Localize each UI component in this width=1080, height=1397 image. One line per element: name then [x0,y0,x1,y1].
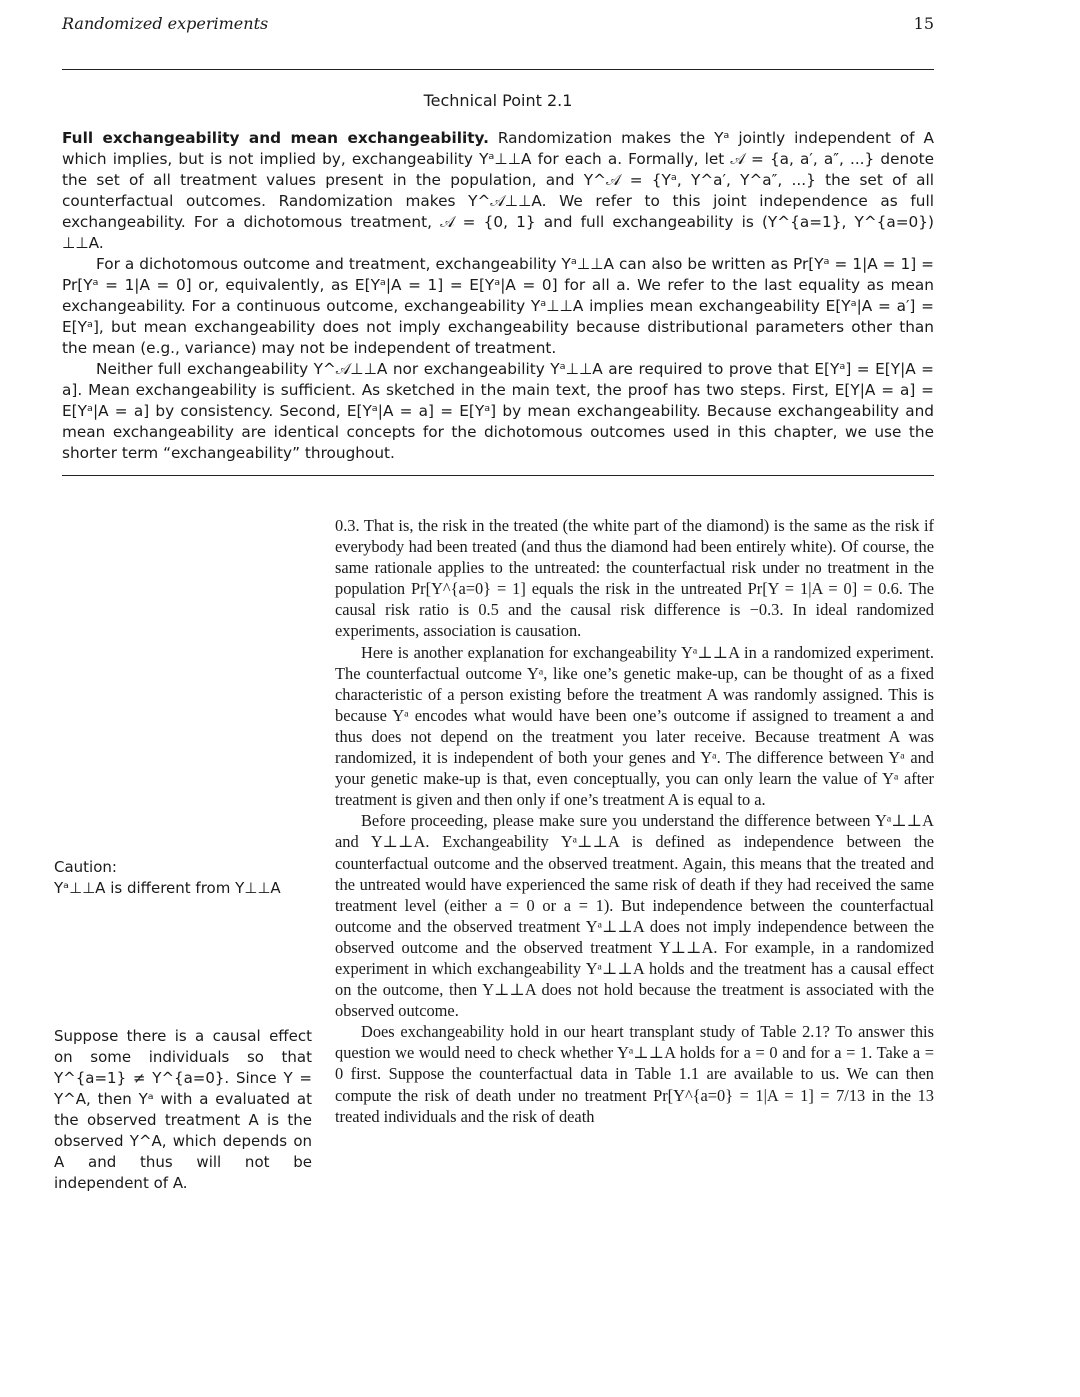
technical-point-box [62,84,934,464]
technical-point-text: For a dichotomous outcome and treatment, exchangeability Yᵃ⊥⊥A can also be written as Pr[Yᵃ = 1|A = 1] = Pr[Yᵃ = 1|A = 0] or, equivalently, as E[Yᵃ|A = 1] = E[Yᵃ|A = 0] for all a. We refer to the last equality as mean exchangeability. For a continuous outcome, exchangeability Yᵃ⊥⊥A implies mean exchangeability E[Yᵃ|A = a′] = E[Yᵃ], but mean exchangeability does not imply exchangeability because distributional parameters other than the mean (e.g., variance) may not be independent of treatment. [62,255,934,357]
running-head: Randomized experiments [62,14,269,33]
main-paragraph: Here is another explanation for exchangeability Yᵃ⊥⊥A in a randomized experiment. The counterfactual outcome Yᵃ, like one’s genetic make-up, can be thought of as a fixed characteristic of a person existing before the treatment A was randomly assigned. This is because Yᵃ encodes what would have been one’s outcome if assigned to treament a and thus does not depend on the treatment you later receive. Because treatment A was randomized, it is independent of both your genes and Yᵃ. The difference between Yᵃ and your genetic make-up is that, even conceptually, you can only learn the value of Yᵃ after treatment is given and then only if one’s treatment A is equal to a. [335,642,934,810]
caution-text: Yᵃ⊥⊥A is different from Y⊥⊥A [54,879,281,897]
main-text-column [335,515,934,1127]
technical-point-paragraph [62,254,934,359]
technical-point-title: Technical Point 2.1 [423,91,573,110]
technical-point-lead: Full exchangeability and mean exchangeability. [62,129,489,147]
caution-label: Caution: [54,858,117,876]
main-paragraph: Does exchangeability hold in our heart transplant study of Table 2.1? To answer this question we would need to check whether Yᵃ⊥⊥A holds for a = 0 and for a = 1. Take a = 0 first. Suppose the counterfactual data in Table 1.1 are available to us. We can then compute the risk of death under no treatment Pr[Y^{a=0} = 1|A = 1] = 7/13 in the 13 treated individuals and the risk of death [335,1022,934,1126]
page-number: 15 [913,14,934,33]
technical-point-top-rule [62,69,934,70]
causal-effect-margin-note: Suppose there is a causal effect on some individuals so that Y^{a=1} ≠ Y^{a=0}. Since Y = Y^A, then Yᵃ with a evaluated at the observed treatment A is the observed Y^A, which depends on A and thus will not be independent of A. [54,1027,312,1192]
technical-point-paragraph [62,359,934,464]
main-paragraph: Before proceeding, please make sure you understand the difference between Yᵃ⊥⊥A and Y⊥⊥A. Exchangeability Yᵃ⊥⊥A is defined as independence between the counterfactual outcome and the observed treatment. Again, this means that the treated and the untreated would have experienced the same risk of death if they had received the same treatment level (either a = 0 or a = 1). But independence between the counterfactual outcome and the observed treatment Yᵃ⊥⊥A does not imply independence between the observed outcome and the observed treatment Y⊥⊥A. For example, in a randomized experiment in which exchangeability Yᵃ⊥⊥A holds and the treatment has a causal effect on the outcome, then Y⊥⊥A does not hold because the treatment is associated with the observed outcome. [335,811,934,1021]
technical-point-paragraph [62,128,934,254]
technical-point-text: Randomization makes the Yᵃ jointly independent of A which implies, but is not implied by, exchangeability Yᵃ⊥⊥A for each a. Formally, let 𝒜 = {a, a′, a″, ...} denote the set of all treatment values present in the population, and Y^𝒜 = {Yᵃ, Y^a′, Y^a″, ...} the set of all counterfactual outcomes. Randomization makes Y^𝒜⊥⊥A. We refer to this joint independence as full exchangeability. For a dichotomous treatment, 𝒜 = {0, 1} and full exchangeability is (Y^{a=1}, Y^{a=0}) ⊥⊥A. [62,129,934,252]
technical-point-bottom-rule [62,475,934,476]
technical-point-text: Neither full exchangeability Y^𝒜⊥⊥A nor exchangeability Yᵃ⊥⊥A are required to prove that E[Yᵃ] = E[Y|A = a]. Mean exchangeability is sufficient. As sketched in the main text, the proof has two steps. First, E[Y|A = a] = E[Yᵃ|A = a] by consistency. Second, E[Yᵃ|A = a] = E[Yᵃ] by mean exchangeability. Because exchangeability and mean exchangeability are identical concepts for the dichotomous outcomes used in this chapter, we use the shorter term “exchangeability” throughout. [62,360,934,462]
main-paragraph: 0.3. That is, the risk in the treated (the white part of the diamond) is the same as the risk if everybody had been treated (and thus the diamond had been entirely white). Of course, the same rationale applies to the untreated: the counterfactual risk under no treatment in the population Pr[Y^{a=0} = 1] equals the risk in the untreated Pr[Y = 1|A = 0] = 0.6. The causal risk ratio is 0.5 and the causal risk difference is −0.3. In ideal randomized experiments, association is causation. [335,516,934,641]
caution-margin-note [54,857,312,899]
